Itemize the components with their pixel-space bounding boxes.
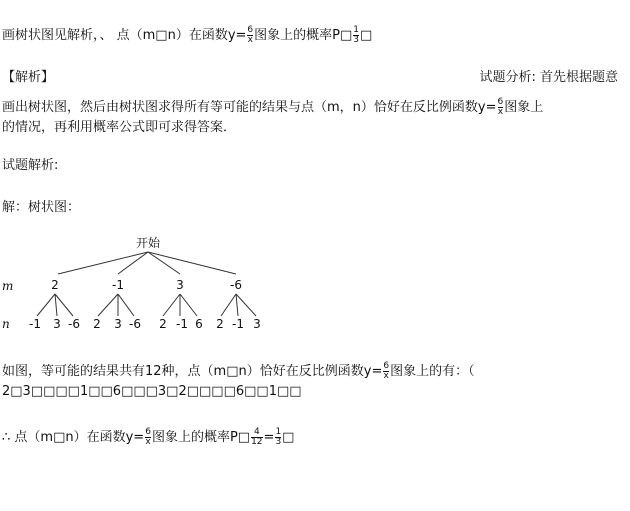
fraction-1-over-3: $\frac{1}{3}$ <box>275 427 282 447</box>
tree-root: 开始 <box>135 236 161 250</box>
question-answer-line: 画树状图见解析，、 点（m□n）在函数y= $\frac{6}{x}$ 图象上的概率P□ $\frac{1}{3}$ □ <box>2 25 373 45</box>
tree-leaf-n: -6 <box>129 317 141 331</box>
tree-leaf-n: 2 <box>216 317 224 331</box>
fraction-6-over-x: $\frac{6}{x}$ <box>145 427 151 447</box>
fraction-6-over-x: $\frac{6}{x}$ <box>247 25 254 45</box>
result-line-2: 2□3□□□□1□□6□□□3□2□□□□6□□1□□ <box>2 384 302 399</box>
solution-header: 试题解析: <box>2 158 59 173</box>
analysis-tag: 【解析】 <box>2 70 55 85</box>
tree-leaf-n: 6 <box>195 317 203 331</box>
analysis-line-1: 画出树状图，然后由树状图求得所有等可能的结果与点（m，n）恰好在反比例函数y= $\frac{6}{x}$ 图象上 <box>2 97 544 117</box>
analysis-line-2: 的情况，再利用概率公式即可求得答案． <box>2 120 237 135</box>
fraction-6-over-x: $\frac{6}{x}$ <box>497 97 504 117</box>
row-label-n: n <box>2 317 10 331</box>
row-label-m: m <box>2 279 14 293</box>
tree-leaf-n: 3 <box>114 317 122 331</box>
tree-leaf-n: -1 <box>176 317 188 331</box>
tree-node-m: -6 <box>230 278 242 292</box>
tree-leaf-n: 2 <box>159 317 167 331</box>
tree-leaf-n: 3 <box>53 317 61 331</box>
fraction-6-over-x: $\frac{6}{x}$ <box>383 361 390 381</box>
tree-leaf-n: -6 <box>68 317 80 331</box>
tree-leaf-n: -1 <box>29 317 41 331</box>
tree-leaf-n: 3 <box>253 317 261 331</box>
analysis-heading: 试题分析: 首先根据题意 <box>479 70 618 85</box>
tree-leaf-n: -1 <box>232 317 244 331</box>
conclusion-line: ∴ 点（m□n）在函数y= $\frac{6}{x}$ 图象上的概率P□ $\frac{4}{12}$ = $\frac{1}{3}$ □ <box>2 427 295 447</box>
fraction-4-over-12: $\frac{4}{12}$ <box>251 427 263 447</box>
tree-diagram <box>0 232 300 332</box>
result-line-1: 如图，等可能的结果共有12种，点（m□n）恰好在反比例函数y= $\frac{6}{x}$ 图象上的有：（ <box>2 361 475 381</box>
tree-node-m: 2 <box>51 278 59 292</box>
tree-leaf-n: 2 <box>93 317 101 331</box>
tree-node-m: -1 <box>112 278 124 292</box>
tree-intro: 解：树状图： <box>2 200 81 215</box>
tree-node-m: 3 <box>176 278 184 292</box>
fraction-1-over-3: $\frac{1}{3}$ <box>353 25 360 45</box>
